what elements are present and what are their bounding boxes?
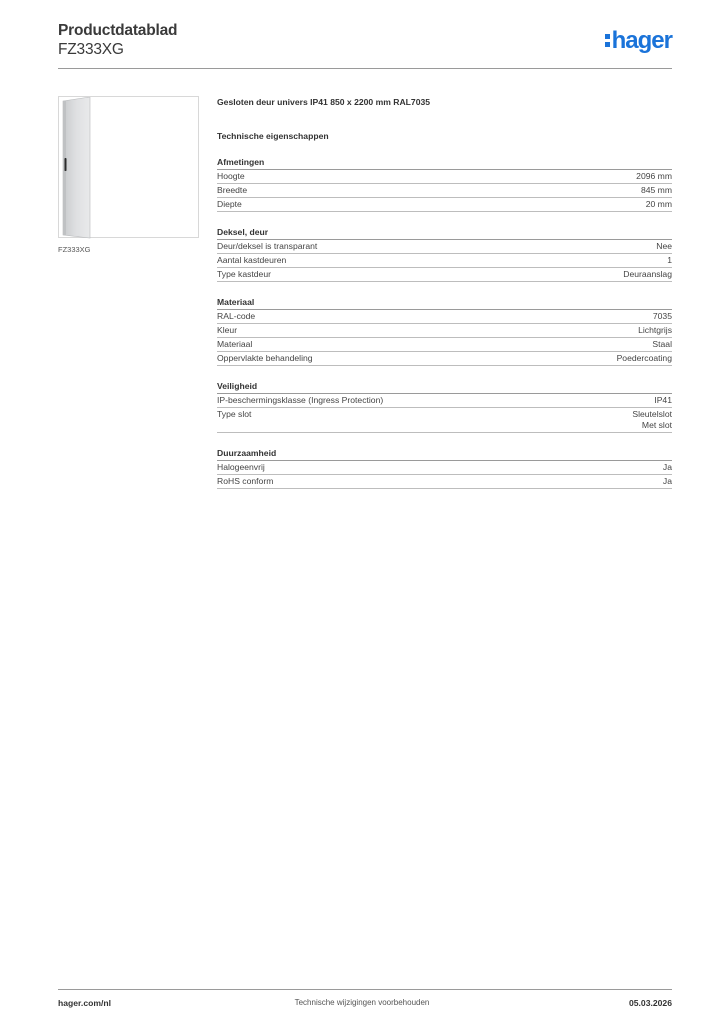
- group-title: Materiaal: [217, 296, 672, 310]
- property-value-line: 7035: [652, 311, 672, 321]
- property-value-line: Ja: [662, 462, 672, 472]
- property-label: Deur/deksel is transparant: [217, 241, 318, 251]
- image-caption: FZ333XG: [58, 245, 91, 254]
- property-value-line: 845 mm: [640, 185, 672, 195]
- property-value: [652, 339, 672, 350]
- property-row: [217, 461, 672, 475]
- property-value: [623, 269, 672, 280]
- property-value-line: 1: [667, 255, 672, 265]
- property-group: [217, 447, 672, 489]
- product-details: [217, 96, 672, 489]
- property-value-line: Lichtgrijs: [638, 325, 672, 335]
- property-value: [656, 241, 672, 252]
- property-label: Kleur: [217, 325, 238, 335]
- footer-website[interactable]: hager.com/nl: [58, 998, 112, 1008]
- property-label: Hoogte: [217, 171, 245, 181]
- property-value-line: Staal: [652, 339, 672, 349]
- footer-date: 05.03.2026: [628, 998, 672, 1008]
- property-value: [667, 255, 672, 266]
- property-value: [617, 353, 672, 364]
- property-group: [217, 380, 672, 433]
- property-value-line: Poedercoating: [616, 353, 672, 363]
- group-title: Deksel, deur: [217, 226, 672, 240]
- property-value: [636, 171, 672, 182]
- property-label: Halogeenvrij: [217, 462, 265, 472]
- section-title: Technische eigenschappen: [217, 131, 329, 141]
- property-row: [217, 408, 672, 433]
- property-value: [638, 325, 672, 336]
- property-label: Diepte: [217, 199, 242, 209]
- hager-logo: [605, 27, 672, 55]
- property-group: [217, 156, 672, 212]
- property-row: [217, 268, 672, 282]
- property-row: [217, 170, 672, 184]
- property-row: [217, 240, 672, 254]
- property-label: Type slot: [217, 409, 252, 419]
- property-value-line: Met slot: [641, 420, 672, 430]
- property-value-line: Deuraanslag: [623, 269, 672, 279]
- property-label: Materiaal: [217, 339, 253, 349]
- document-title: Productdatablad: [58, 22, 178, 39]
- product-name: Gesloten deur univers IP41 850 x 2200 mm RAL7035: [217, 97, 431, 107]
- property-row: [217, 184, 672, 198]
- product-image: [58, 96, 199, 238]
- property-label: RoHS conform: [217, 476, 274, 486]
- property-row: [217, 475, 672, 489]
- group-title: Duurzaamheid: [217, 447, 672, 461]
- property-value: [632, 409, 672, 431]
- logo-text: hager: [611, 27, 672, 54]
- product-code: FZ333XG: [58, 41, 124, 58]
- property-row: [217, 324, 672, 338]
- property-value: [663, 462, 672, 473]
- header-divider: [58, 68, 672, 69]
- footer-divider: [58, 989, 672, 990]
- property-row: [217, 338, 672, 352]
- property-value-line: IP41: [654, 395, 672, 405]
- property-label: IP-beschermingsklasse (Ingress Protection): [217, 395, 384, 405]
- property-row: [217, 352, 672, 366]
- property-row: [217, 394, 672, 408]
- page-header: [58, 21, 672, 69]
- property-group: [217, 296, 672, 366]
- property-value: [654, 395, 672, 406]
- footer-notice: Technische wijzigingen voorbehouden: [294, 998, 430, 1007]
- property-label: Aantal kastdeuren: [217, 255, 287, 265]
- property-value: [641, 185, 672, 196]
- property-value: [646, 199, 672, 210]
- door-illustration: [59, 97, 200, 239]
- property-value-line: Nee: [656, 241, 672, 251]
- property-value-line: Ja: [662, 476, 672, 486]
- logo-colon-icon: [605, 29, 611, 49]
- property-value-line: Sleutelslot: [632, 409, 672, 419]
- property-row: [217, 254, 672, 268]
- property-value: [663, 476, 672, 487]
- property-value-line: 20 mm: [645, 199, 672, 209]
- property-label: Type kastdeur: [217, 269, 271, 279]
- property-group: [217, 226, 672, 282]
- property-row: [217, 198, 672, 212]
- property-value: [653, 311, 672, 322]
- property-value-line: 2096 mm: [636, 171, 672, 181]
- property-groups: [217, 156, 672, 489]
- group-title: Veiligheid: [217, 380, 672, 394]
- property-label: Oppervlakte behandeling: [217, 353, 313, 363]
- group-title: Afmetingen: [217, 156, 672, 170]
- property-label: RAL-code: [217, 311, 256, 321]
- property-label: Breedte: [217, 185, 248, 195]
- property-row: [217, 310, 672, 324]
